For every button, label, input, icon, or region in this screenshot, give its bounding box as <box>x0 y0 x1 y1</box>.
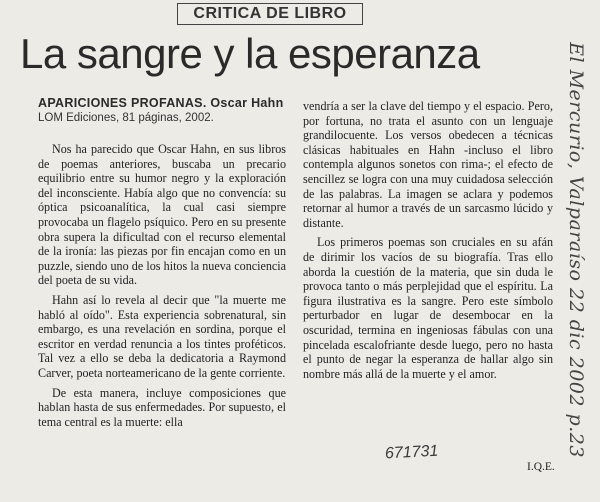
paragraph: De esta manera, incluye composiciones que hablan hasta de sus enfermedades. Por supuesto, el tema central es la muerte: ella <box>38 385 286 429</box>
archive-code: 671731 <box>384 442 439 463</box>
section-label: CRITICA DE LIBRO <box>177 3 363 25</box>
article-column-left <box>38 142 286 434</box>
paragraph: Los primeros poemas son cruciales en su afán de dirimir los vacíos de su biografía. Tras ello aborda la cuestión de la materia, que sin duda le provoca tanto o más perplejidad que el espíritu. La figura ilustrativa es la sangre. Pero este símbolo perturbador en lugar de desembocar en la oscuridad, termina en ingeniosas fábulas con una pincelada escalofriante desde luego, pero no hasta el punto de negar la esperanza de hallar algo sin nombre más allá de la muerte y el amor. <box>303 235 553 381</box>
article-column-right <box>303 99 553 386</box>
paragraph: Nos ha parecido que Oscar Hahn, en sus libros de poemas anteriores, buscaba un precario equilibrio entre su humor negro y la exploración del inconsciente. Había algo que no convencía: su óptica psicoanalítica, la cual casi siempre provocaba un flagelo psíquico. Pero en su presente obra supera la dificultad con el recurso elemental de la ironía: las piezas por fin encajan como en un puzzle, siendo uno de los hitos la nueva conciencia del poeta de su vida. <box>38 142 286 288</box>
book-title: APARICIONES PROFANAS. Oscar Hahn <box>38 96 284 110</box>
article-headline: La sangre y la esperanza <box>20 30 480 77</box>
paragraph: vendría a ser la clave del tiempo y el espacio. Pero, por fortuna, no trata el asunto con un lenguaje grandilocuente. Los versos obedecen a técnicas clásicas habituales en Hahn -incluso el libro contempla algunos sonetos con rima-; el efecto de sencillez se logra con una muy cuidadosa selección de las palabras. La imagen se aclara y podemos retornar al humor a través de un sarcasmo lúcido y distante. <box>303 99 553 230</box>
handwritten-margin-note: El Mercurio, Valparaíso 22 dic 2002 p.23 <box>565 42 587 458</box>
book-publisher-info: LOM Ediciones, 81 páginas, 2002. <box>38 112 214 124</box>
paragraph: Hahn así lo revela al decir que "la muerte me habló al oído". Esta experiencia sobrenatural, sin embargo, es una revelación en sordina, porque el escritor en verdad renuncia a los tintes proféticos. Tal vez a ello se deba la dedicatoria a Raymond Carver, poeta norteamericano de la gente corriente. <box>38 292 286 380</box>
author-initials: I.Q.E. <box>527 461 555 473</box>
